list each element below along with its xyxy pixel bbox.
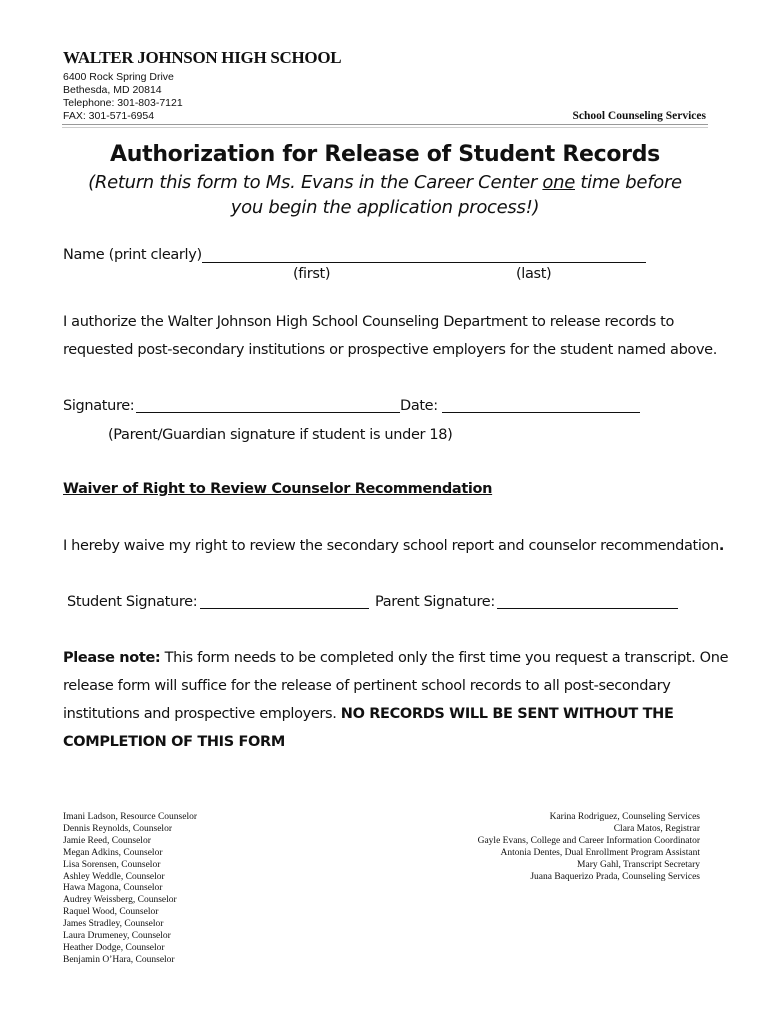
staff-entry: Jamie Reed, Counselor [63, 835, 151, 846]
form-title: Authorization for Release of Student Records [110, 142, 660, 167]
staff-entry: Gayle Evans, College and Career Information Coordinator [477, 835, 700, 846]
staff-entry: Hawa Magona, Counselor [63, 883, 163, 894]
header-divider [62, 124, 708, 125]
guardian-note: (Parent/Guardian signature if student is under 18) [108, 427, 453, 443]
header-divider-secondary [62, 127, 708, 128]
note-line-1 [63, 650, 728, 666]
staff-entry: Ashley Weddle, Counselor [63, 871, 165, 882]
staff-entry: Megan Adkins, Counselor [63, 847, 163, 858]
last-name-caption: (last) [516, 266, 552, 282]
name-field[interactable] [202, 262, 646, 263]
staff-entry: Audrey Weissberg, Counselor [63, 895, 177, 906]
form-subtitle-line-1 [0, 172, 770, 193]
student-signature-field[interactable] [200, 608, 369, 609]
waiver-period: . [718, 538, 725, 554]
date-label: Date: [400, 398, 438, 414]
staff-entry: Antonia Dentes, Dual Enrollment Program Assistant [500, 847, 700, 858]
department-name: School Counseling Services [572, 110, 706, 122]
subtitle-text-2: time before [575, 172, 682, 193]
staff-list-right [478, 812, 700, 883]
address-line-1: 6400 Rock Spring Drive [63, 71, 174, 83]
staff-entry: Raquel Wood, Counselor [63, 907, 159, 918]
authorization-text-line-2: requested post-secondary institutions or prospective employers for the student named above. [63, 342, 718, 358]
school-name: WALTER JOHNSON HIGH SCHOOL [63, 48, 342, 67]
parent-signature-field[interactable] [497, 608, 678, 609]
note-line-3 [63, 706, 674, 722]
name-label: Name (print clearly) [63, 247, 202, 263]
form-subtitle-line-2: you begin the application process!) [230, 197, 540, 218]
staff-entry: Benjamin O’Hara, Counselor [63, 954, 175, 965]
staff-entry: Clara Matos, Registrar [613, 823, 700, 834]
staff-entry: Juana Baquerizo Prada, Counseling Services [530, 871, 700, 882]
staff-list-left [63, 812, 197, 967]
signature-label: Signature: [63, 398, 135, 414]
staff-entry: Dennis Reynolds, Counselor [63, 823, 172, 834]
subtitle-text-1: (Return this form to Ms. Evans in the Career Center [88, 172, 543, 193]
parent-signature-label: Parent Signature: [375, 594, 495, 610]
staff-entry: Laura Drumeney, Counselor [63, 931, 171, 942]
fax: FAX: 301-571-6954 [63, 110, 155, 122]
date-field[interactable] [442, 412, 640, 413]
signature-field[interactable] [136, 412, 400, 413]
note-text-1: This form needs to be completed only the first time you request a transcript. One [160, 650, 729, 666]
note-warning-2: COMPLETION OF THIS FORM [63, 734, 285, 750]
staff-entry: Heather Dodge, Counselor [63, 942, 165, 953]
note-warning-1: NO RECORDS WILL BE SENT WITHOUT THE [340, 706, 674, 722]
note-label: Please note: [63, 650, 161, 666]
address-line-2: Bethesda, MD 20814 [63, 84, 162, 96]
staff-entry: Karina Rodriguez, Counseling Services [549, 812, 700, 822]
note-text-3: institutions and prospective employers. [63, 706, 341, 722]
staff-entry: Imani Ladson, Resource Counselor [63, 812, 198, 822]
waiver-text [63, 538, 724, 554]
staff-entry: James Stradley, Counselor [63, 919, 164, 930]
authorization-text-line-1: I authorize the Walter Johnson High School Counseling Department to release records to [63, 314, 675, 330]
student-signature-label: Student Signature: [67, 594, 198, 610]
waiver-statement: I hereby waive my right to review the secondary school report and counselor recommendation [63, 538, 719, 554]
staff-entry: Lisa Sorensen, Counselor [63, 859, 161, 870]
first-name-caption: (first) [293, 266, 331, 282]
telephone: Telephone: 301-803-7121 [63, 97, 183, 109]
staff-entry: Mary Gahl, Transcript Secretary [577, 859, 700, 870]
waiver-heading: Waiver of Right to Review Counselor Recommendation [63, 481, 493, 497]
subtitle-emphasis: one [542, 172, 575, 193]
note-line-2: release form will suffice for the release of pertinent school records to all post-secondary [63, 678, 671, 694]
